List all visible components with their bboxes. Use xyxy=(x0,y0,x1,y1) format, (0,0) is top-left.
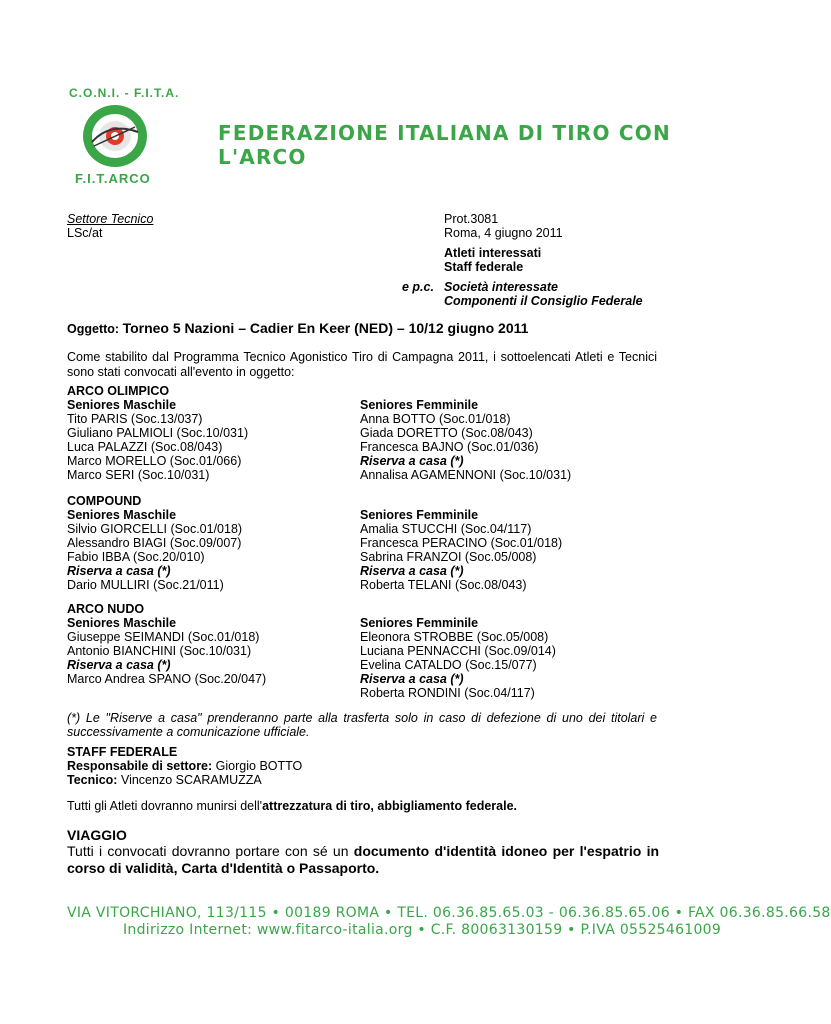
viaggio-title: VIAGGIO xyxy=(67,827,127,843)
federation-title: FEDERAZIONE ITALIANA DI TIRO CON L'ARCO xyxy=(218,121,671,169)
staff-resp-label: Responsabile di settore: xyxy=(67,759,213,773)
viaggio-paragraph xyxy=(67,843,659,877)
oggetto-line xyxy=(67,321,528,336)
list-item: Dario MULLIRI (Soc.21/011) xyxy=(67,578,224,592)
epc-label: e p.c. xyxy=(402,280,434,294)
list-item: Giuliano PALMIOLI (Soc.10/031) xyxy=(67,426,249,440)
compound-male-heading: Seniores Maschile xyxy=(67,508,177,522)
reserve-label: Riserva a casa (*) xyxy=(67,658,171,672)
list-item: Anna BOTTO (Soc.01/018) xyxy=(360,412,511,426)
cc-societa: Società interessate xyxy=(444,280,558,294)
list-item: Marco MORELLO (Soc.01/066) xyxy=(67,454,242,468)
list-item: Francesca PERACINO (Soc.01/018) xyxy=(360,536,563,550)
oggetto-title: Torneo 5 Nazioni – Cadier En Keer (NED) – 10/12 giugno 2011 xyxy=(122,320,529,336)
reserve-note: (*) Le "Riserve a casa" prenderanno parte alla trasferta solo in caso di defezione di uno dei titolari e successivamente a comunicazione ufficiale. xyxy=(67,711,657,739)
section-compound-title: COMPOUND xyxy=(67,494,142,508)
list-item: Eleonora STROBBE (Soc.05/008) xyxy=(360,630,549,644)
coni-fita-label: C.O.N.I. - F.I.T.A. xyxy=(69,86,180,100)
viaggio-prefix: Tutti i convocati dovranno portare con sé un xyxy=(67,843,354,859)
list-item: Alessandro BIAGI (Soc.09/007) xyxy=(67,536,242,550)
protocol-number: Prot.3081 xyxy=(444,212,499,226)
list-item: Antonio BIANCHINI (Soc.10/031) xyxy=(67,644,252,658)
list-item: Luca PALAZZI (Soc.08/043) xyxy=(67,440,223,454)
olimpico-male-heading: Seniores Maschile xyxy=(67,398,177,412)
fitarco-logo xyxy=(80,102,150,173)
settore-label: Settore Tecnico xyxy=(67,212,154,226)
equipment-prefix: Tutti gli Atleti dovranno munirsi dell' xyxy=(67,799,263,813)
sigla-label: LSc/at xyxy=(67,226,103,240)
list-item: Giuseppe SEIMANDI (Soc.01/018) xyxy=(67,630,260,644)
list-item: Amalia STUCCHI (Soc.04/117) xyxy=(360,522,532,536)
list-item: Luciana PENNACCHI (Soc.09/014) xyxy=(360,644,556,658)
list-item: Francesca BAJNO (Soc.01/036) xyxy=(360,440,539,454)
reserve-label: Riserva a casa (*) xyxy=(360,672,464,686)
reserve-label: Riserva a casa (*) xyxy=(360,564,464,578)
staff-tecnico xyxy=(67,773,262,787)
list-item: Fabio IBBA (Soc.20/010) xyxy=(67,550,205,564)
list-item: Marco SERI (Soc.10/031) xyxy=(67,468,210,482)
olimpico-female-heading: Seniores Femminile xyxy=(360,398,479,412)
section-olimpico-title: ARCO OLIMPICO xyxy=(67,384,170,398)
list-item: Tito PARIS (Soc.13/037) xyxy=(67,412,203,426)
fitarco-label: F.I.T.ARCO xyxy=(75,171,151,186)
equipment-bold: attrezzatura di tiro, abbigliamento federale. xyxy=(262,799,517,813)
staff-resp-name: Giorgio BOTTO xyxy=(215,759,303,773)
list-item: Annalisa AGAMENNONI (Soc.10/031) xyxy=(360,468,572,482)
list-item: Evelina CATALDO (Soc.15/077) xyxy=(360,658,537,672)
staff-title: STAFF FEDERALE xyxy=(67,745,178,759)
viaggio-bold: documento d'identità idoneo per l'espatrio in corso di validità, Carta d'Identità o Passaporto. xyxy=(67,843,660,876)
section-nudo-title: ARCO NUDO xyxy=(67,602,145,616)
footer-contacts: Indirizzo Internet: www.fitarco-italia.org • C.F. 80063130159 • P.IVA 05525461009 xyxy=(123,922,722,938)
list-item: Sabrina FRANZOI (Soc.05/008) xyxy=(360,550,537,564)
equipment-line xyxy=(67,799,517,813)
list-item: Silvio GIORCELLI (Soc.01/018) xyxy=(67,522,243,536)
staff-tech-label: Tecnico: xyxy=(67,773,118,787)
footer-address: VIA VITORCHIANO, 113/115 • 00189 ROMA • TEL. 06.36.85.65.03 - 06.36.85.65.06 • FAX 06.36.85.66.58 xyxy=(67,905,831,921)
oggetto-label: Oggetto: xyxy=(67,322,120,336)
recipient-staff: Staff federale xyxy=(444,260,524,274)
nudo-female-heading: Seniores Femminile xyxy=(360,616,479,630)
list-item: Roberta TELANI (Soc.08/043) xyxy=(360,578,527,592)
list-item: Giada DORETTO (Soc.08/043) xyxy=(360,426,533,440)
cc-consiglio: Componenti il Consiglio Federale xyxy=(444,294,643,308)
compound-female-heading: Seniores Femminile xyxy=(360,508,479,522)
recipient-atleti: Atleti interessati xyxy=(444,246,542,260)
nudo-male-heading: Seniores Maschile xyxy=(67,616,177,630)
intro-paragraph: Come stabilito dal Programma Tecnico Agonistico Tiro di Campagna 2011, i sottoelencati Atleti e Tecnici sono stati convocati all'evento in oggetto: xyxy=(67,350,657,379)
reserve-label: Riserva a casa (*) xyxy=(67,564,171,578)
reserve-label: Riserva a casa (*) xyxy=(360,454,464,468)
staff-tech-name: Vincenzo SCARAMUZZA xyxy=(120,773,262,787)
list-item: Roberta RONDINI (Soc.04/117) xyxy=(360,686,535,700)
list-item: Marco Andrea SPANO (Soc.20/047) xyxy=(67,672,267,686)
staff-responsabile xyxy=(67,759,302,773)
letter-date: Roma, 4 giugno 2011 xyxy=(444,226,563,240)
